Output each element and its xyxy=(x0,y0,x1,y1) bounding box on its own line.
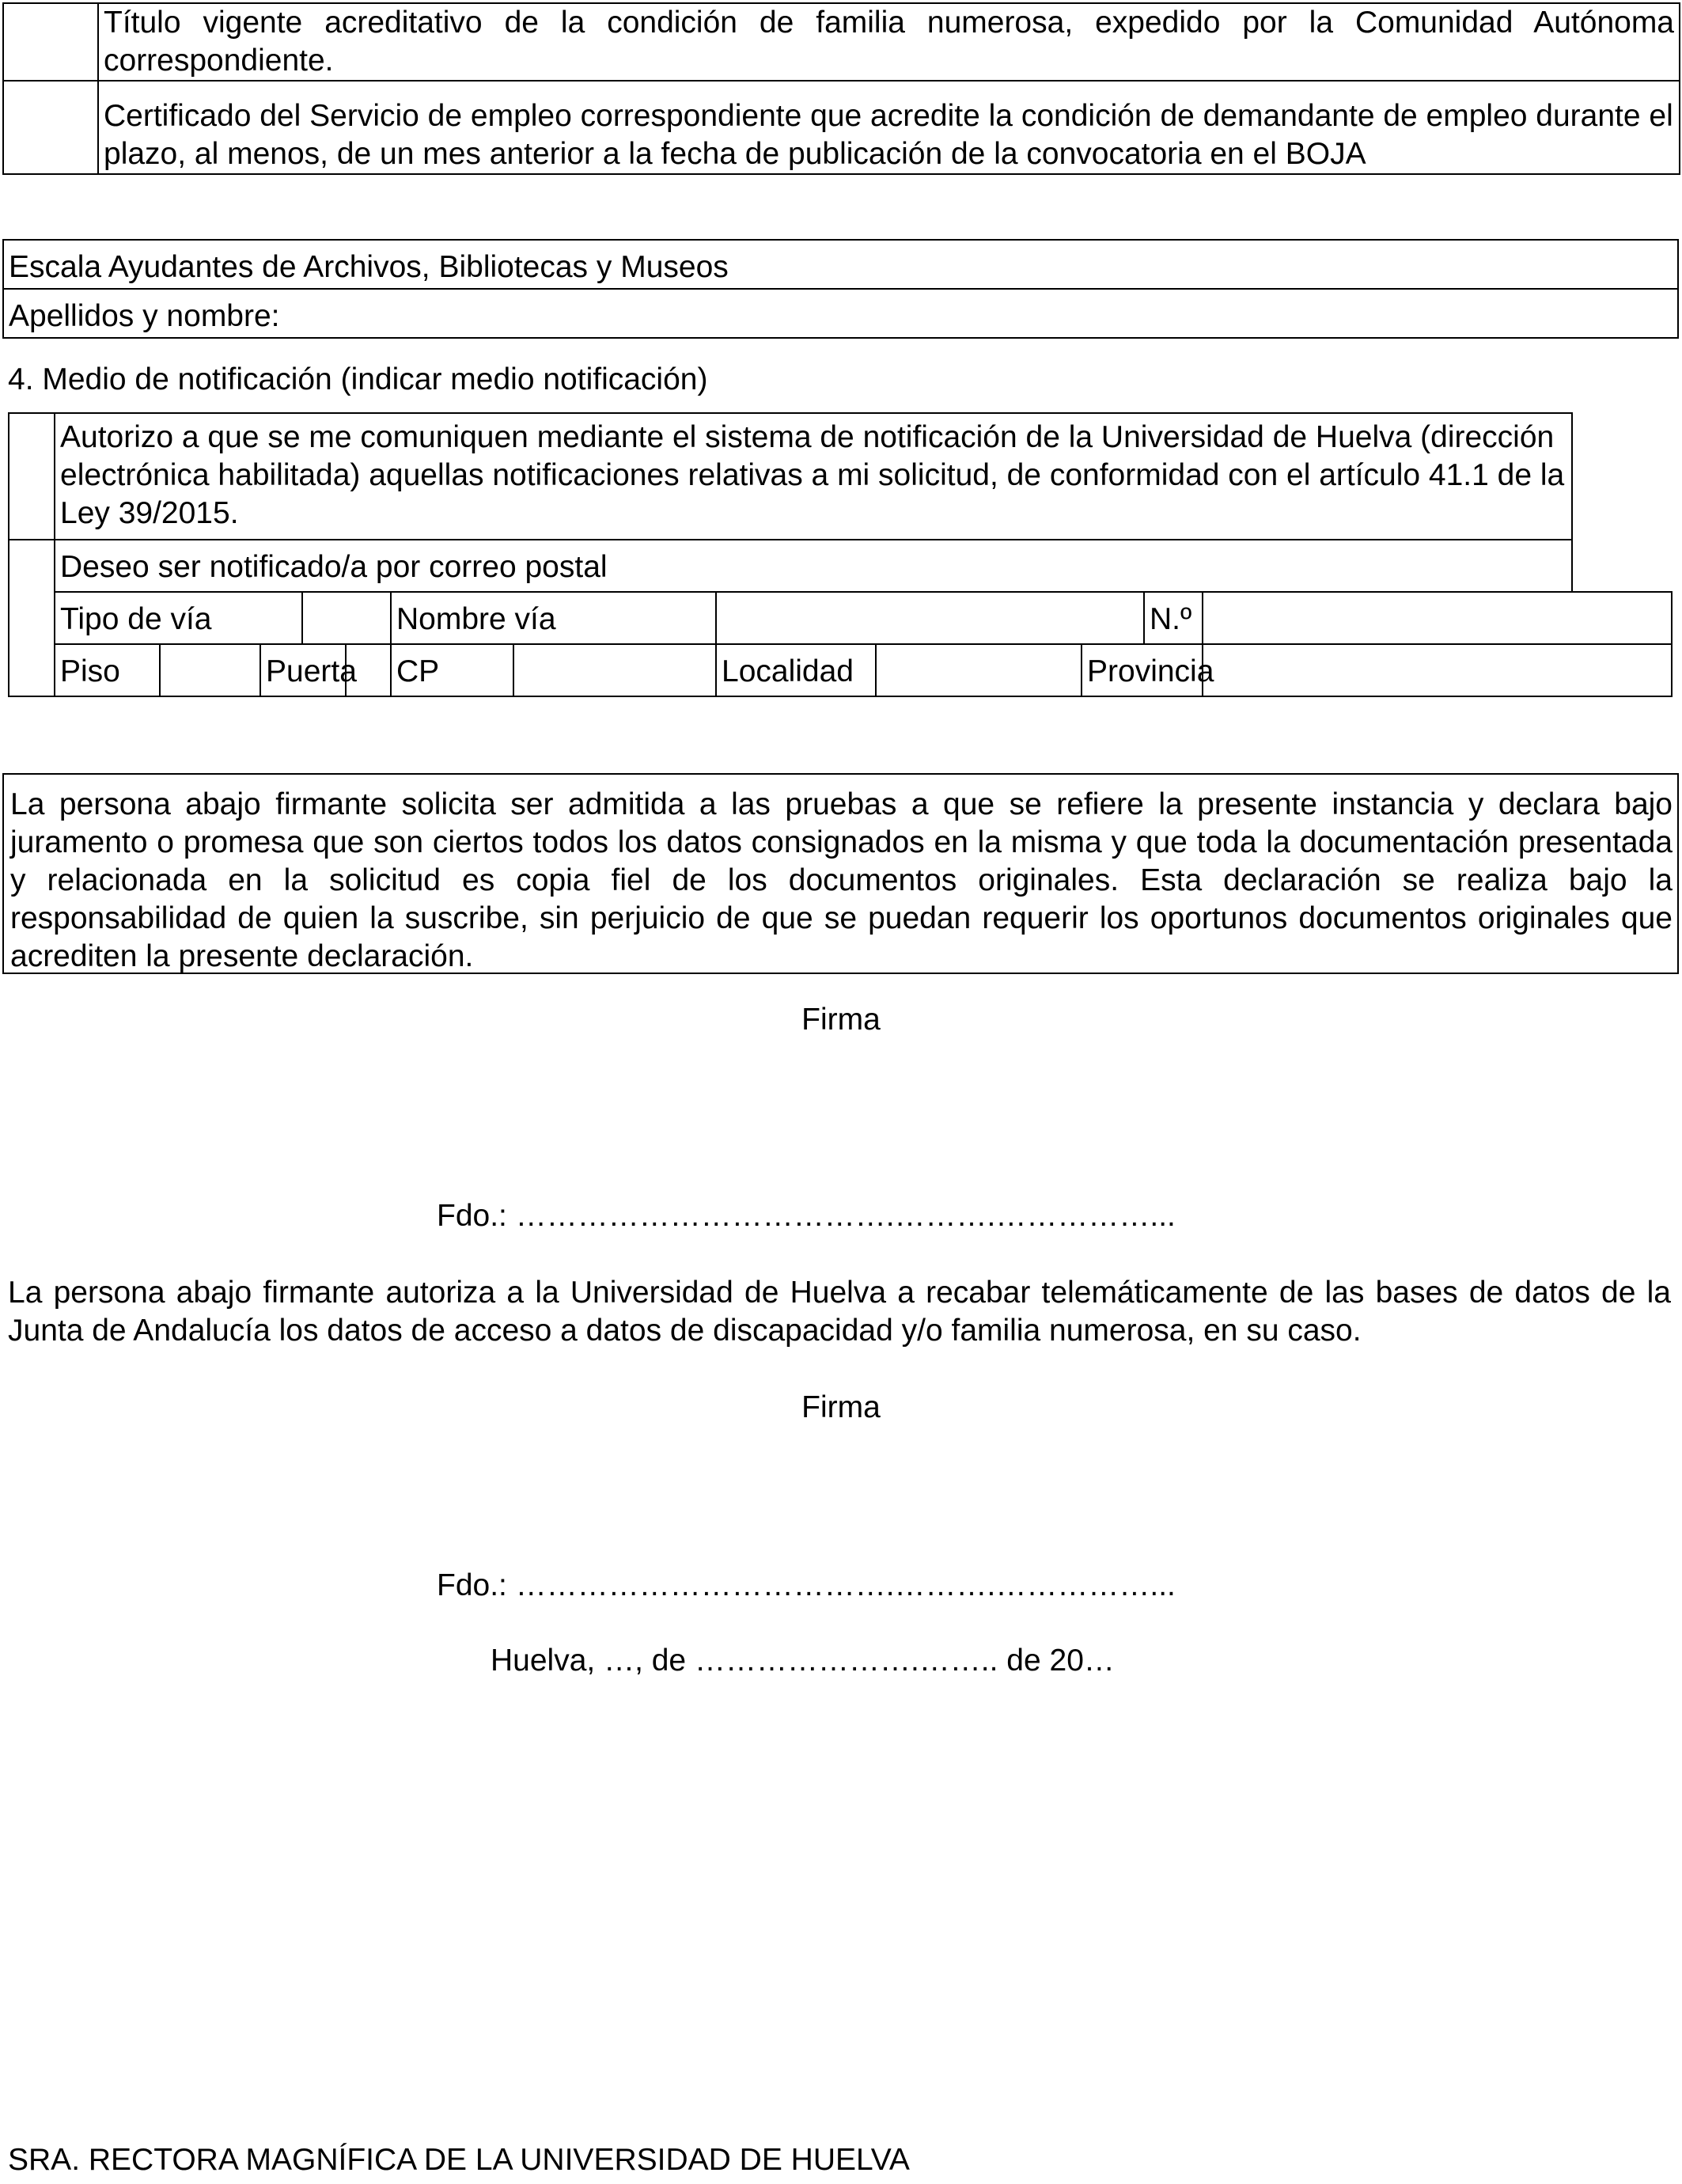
numero-label: N.º xyxy=(1144,592,1203,644)
signature-label: Firma xyxy=(801,1003,881,1037)
piso-label: Piso xyxy=(55,644,160,696)
electronic-notification-checkbox[interactable] xyxy=(9,413,55,540)
name-label: Apellidos y nombre: xyxy=(9,299,280,333)
document-checkbox[interactable] xyxy=(3,81,98,174)
document-row xyxy=(3,3,1680,81)
localidad-label: Localidad xyxy=(716,644,876,696)
cp-label: CP xyxy=(391,644,513,696)
document-text: Certificado del Servicio de empleo correspondiente que acredite la condición de demandante de empleo durante el plazo, al menos, de un mes anterior a la fecha de publicación de la convocatoria en el BOJA xyxy=(98,81,1680,174)
scale-name: Escala Ayudantes de Archivos, Bibliotecas y Museos xyxy=(3,240,1678,289)
document-checkbox[interactable] xyxy=(3,3,98,81)
tipo-via-label: Tipo de vía xyxy=(55,592,302,644)
provincia-input[interactable] xyxy=(1203,644,1672,696)
postal-notification-text: Deseo ser notificado/a por correo postal xyxy=(55,540,1572,592)
provincia-label: Provincia xyxy=(1082,644,1203,696)
postal-notification-checkbox[interactable] xyxy=(9,540,55,696)
authorization-text: La persona abajo firmante autoriza a la Universidad de Huelva a recabar telemáticamente de las bases de datos de la Junta de Andalucía los datos de acceso a datos de discapacidad y/o familia numerosa, en su caso. xyxy=(8,1276,1671,1348)
applicant-table xyxy=(2,239,1679,339)
documents-table xyxy=(2,2,1680,175)
nombre-via-label: Nombre vía xyxy=(391,592,716,644)
signature-line[interactable]: Fdo.: ……………………………….……….……………... xyxy=(437,1568,1176,1602)
numero-input[interactable] xyxy=(1203,592,1672,644)
signature-line[interactable]: Fdo.: ……………………………….……….……………... xyxy=(437,1199,1176,1233)
name-field[interactable] xyxy=(3,289,1678,338)
document-row xyxy=(3,81,1680,174)
tipo-via-input[interactable] xyxy=(302,592,391,644)
notification-table xyxy=(8,412,1673,697)
piso-input[interactable] xyxy=(160,644,260,696)
electronic-notification-text: Autorizo a que se me comuniquen mediante el sistema de notificación de la Universidad de Huelva (dirección electrónica habilitada) aquellas notificaciones relativas a mi solicitud, de conformidad con el artículo 41.1 de la Ley 39/2015. xyxy=(55,413,1572,540)
nombre-via-input[interactable] xyxy=(716,592,1144,644)
cp-input[interactable] xyxy=(513,644,716,696)
puerta-label: Puerta xyxy=(260,644,346,696)
place-date[interactable]: Huelva, …, de ………………….…….. de 20… xyxy=(491,1644,1115,1678)
signature-label: Firma xyxy=(801,1390,881,1424)
localidad-input[interactable] xyxy=(876,644,1082,696)
document-text: Título vigente acreditativo de la condición de familia numerosa, expedido por la Comunidad Autónoma correspondiente. xyxy=(98,3,1680,81)
notification-heading: 4. Medio de notificación (indicar medio notificación) xyxy=(8,362,708,396)
declaration-box: La persona abajo firmante solicita ser admitida a las pruebas a que se refiere la presente instancia y declara bajo juramento o promesa que son ciertos todos los datos consignados en la misma y que toda la documentación presentada y relacionada en la solicitud es copia fiel de los documentos originales. Esta declaración se realiza bajo la responsabilidad de quien la suscribe, sin perjuicio de que se puedan requerir los oportunos documentos originales que acrediten la presente declaración. xyxy=(2,773,1679,974)
addressee: SRA. RECTORA MAGNÍFICA DE LA UNIVERSIDAD DE HUELVA xyxy=(8,2143,910,2177)
